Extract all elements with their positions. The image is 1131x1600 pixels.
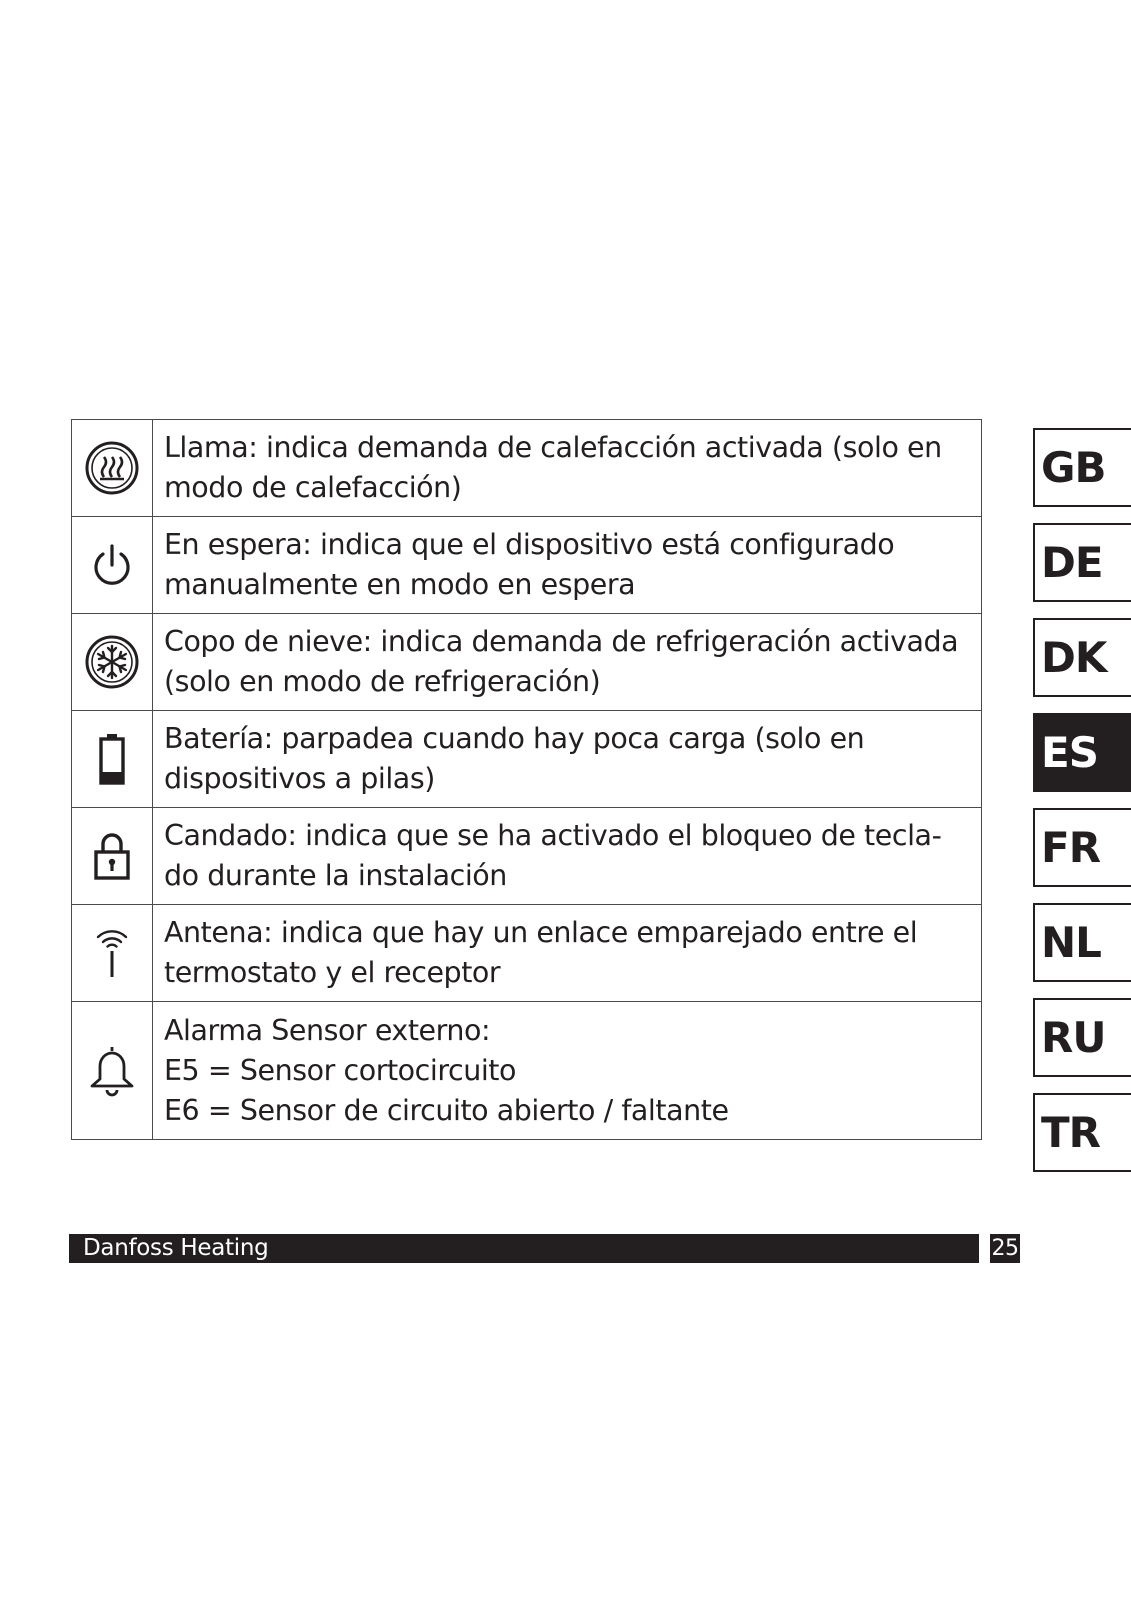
legend-text-snowflake: Copo de nieve: indica demanda de refrigeración activada (solo en modo de refrigeración)	[153, 614, 982, 711]
heat-flame-icon	[83, 439, 141, 497]
footer-brand-bar: Danfoss Heating	[69, 1234, 979, 1263]
page-number: 25	[991, 1236, 1019, 1261]
icon-cell	[72, 808, 153, 905]
legend-row-antenna	[72, 905, 982, 1002]
icon-cell	[72, 1002, 153, 1140]
legend-row-battery	[72, 711, 982, 808]
language-tab-es[interactable]: ES	[1033, 713, 1131, 792]
legend-text-alarm: Alarma Sensor externo: E5 = Sensor cortocircuito E6 = Sensor de circuito abierto / faltante	[153, 1002, 982, 1140]
snowflake-icon	[83, 633, 141, 691]
battery-icon	[95, 731, 129, 787]
icon-cell	[72, 517, 153, 614]
legend-row-alarm	[72, 1002, 982, 1140]
language-tab-tr[interactable]: TR	[1033, 1093, 1131, 1172]
icon-cell	[72, 420, 153, 517]
icon-cell	[72, 614, 153, 711]
language-tab-gb[interactable]: GB	[1033, 428, 1131, 507]
alarm-bell-icon	[82, 1041, 142, 1101]
language-tab-de[interactable]: DE	[1033, 523, 1131, 602]
language-tab-ru[interactable]: RU	[1033, 998, 1131, 1077]
legend-row-flame	[72, 420, 982, 517]
padlock-icon	[92, 830, 132, 882]
legend-row-standby	[72, 517, 982, 614]
antenna-icon	[92, 925, 132, 981]
language-tab-nl[interactable]: NL	[1033, 903, 1131, 982]
icon-cell	[72, 905, 153, 1002]
standby-power-icon	[87, 540, 137, 590]
legend-text-padlock: Candado: indica que se ha activado el bloqueo de tecla- do durante la instalación	[153, 808, 982, 905]
language-tab-fr[interactable]: FR	[1033, 808, 1131, 887]
legend-text-flame: Llama: indica demanda de calefacción activada (solo en modo de calefacción)	[153, 420, 982, 517]
icon-cell	[72, 711, 153, 808]
legend-text-antenna: Antena: indica que hay un enlace emparejado entre el termostato y el receptor	[153, 905, 982, 1002]
legend-row-snowflake	[72, 614, 982, 711]
legend-row-padlock	[72, 808, 982, 905]
symbol-legend-table	[71, 419, 982, 1140]
language-tab-dk[interactable]: DK	[1033, 618, 1131, 697]
legend-text-battery: Batería: parpadea cuando hay poca carga (solo en dispositivos a pilas)	[153, 711, 982, 808]
legend-text-standby: En espera: indica que el dispositivo está configurado manualmente en modo en espera	[153, 517, 982, 614]
